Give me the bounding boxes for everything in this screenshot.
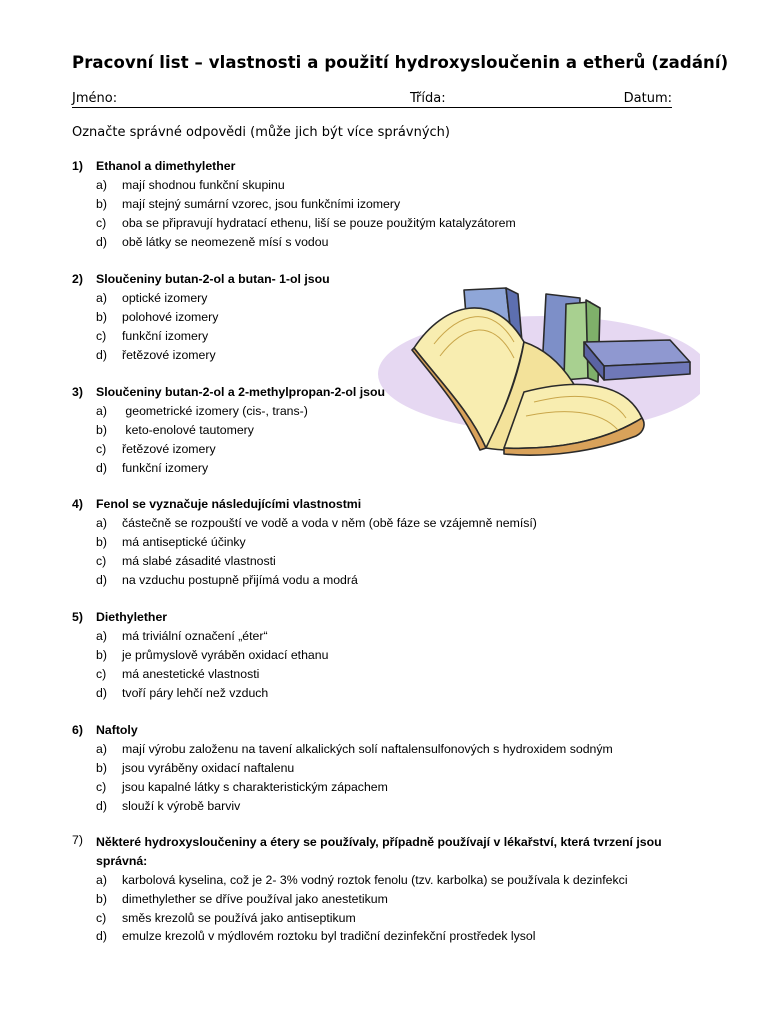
question-number: 5) [72, 610, 83, 625]
answer-letter: d) [96, 929, 107, 944]
answer-option[interactable] [72, 871, 712, 890]
answer-text: funkční izomery [122, 328, 209, 343]
answer-text: geometrické izomery (cis-, trans-) [122, 404, 308, 419]
answer-letter: a) [96, 404, 107, 419]
class-field-label: Třída: [410, 91, 446, 106]
answer-text: slouží k výrobě barviv [122, 798, 241, 813]
answer-text: karbolová kyselina, což je 2- 3% vodný roztok fenolu (tzv. karbolka) se používala k dezinfekci [122, 872, 628, 887]
question-text: Sloučeniny butan-2-ol a butan- 1-ol jsou [96, 272, 330, 287]
answer-option[interactable] [72, 176, 712, 195]
page-title: Pracovní list – vlastnosti a použití hydroxysloučenin a etherů (zadání) [72, 53, 729, 72]
answer-text: na vzduchu postupně přijímá vodu a modrá [122, 572, 358, 587]
answer-option[interactable] [72, 908, 712, 927]
answer-letter: d) [96, 234, 107, 249]
answer-letter: b) [96, 760, 107, 775]
answer-option[interactable] [72, 646, 712, 665]
answer-letter: b) [96, 196, 107, 211]
header-fields [72, 91, 672, 108]
answer-letter: c) [96, 666, 107, 681]
question-text: Naftoly [96, 723, 138, 738]
question-text: Fenol se vyznačuje následujícími vlastnostmi [96, 497, 362, 512]
answer-letter: a) [96, 629, 107, 644]
name-field-label: Jméno: [72, 91, 118, 106]
question-number: 2) [72, 272, 83, 287]
answer-letter: c) [96, 441, 107, 456]
answer-option[interactable] [72, 213, 712, 232]
answer-text: má triviální označení „éter“ [122, 629, 268, 644]
answer-letter: b) [96, 534, 107, 549]
answer-option[interactable] [72, 570, 712, 589]
answer-letter: a) [96, 742, 107, 757]
answer-option[interactable] [72, 514, 712, 533]
question-5 [72, 608, 712, 702]
answer-text: řetězové izomery [122, 441, 216, 456]
answer-option[interactable] [72, 927, 712, 946]
answer-letter: b) [96, 309, 107, 324]
answer-text: obě látky se neomezeně mísí s vodou [122, 234, 329, 249]
answer-text: je průmyslově vyráběn oxidací ethanu [122, 647, 329, 662]
answer-text: tvoří páry lehčí než vzduch [122, 685, 269, 700]
answer-text: mají výrobu založenu na tavení alkalických solí naftalensulfonových s hydroxidem sodným [122, 742, 613, 757]
books-clipart [374, 282, 700, 464]
answer-option[interactable] [72, 740, 712, 759]
answer-letter: a) [96, 872, 107, 887]
answer-text: jsou vyráběny oxidací naftalenu [122, 760, 295, 775]
question-number: 7) [72, 833, 83, 847]
answer-text: má anestetické vlastnosti [122, 666, 260, 681]
answer-letter: b) [96, 891, 107, 906]
question-4 [72, 495, 712, 589]
question-6 [72, 721, 712, 815]
answer-option[interactable] [72, 759, 712, 778]
answer-option[interactable] [72, 195, 712, 214]
question-number: 3) [72, 385, 83, 400]
answer-option[interactable] [72, 551, 712, 570]
answer-letter: d) [96, 798, 107, 813]
answer-text: jsou kapalné látky s charakteristickým zápachem [122, 779, 388, 794]
answer-text: funkční izomery [122, 460, 209, 475]
question-number: 4) [72, 497, 83, 512]
answer-text: polohové izomery [122, 309, 219, 324]
question-1 [72, 157, 712, 251]
answer-text: mají stejný sumární vzorec, jsou funkčními izomery [122, 196, 401, 211]
answer-letter: c) [96, 779, 107, 794]
answer-letter: a) [96, 291, 107, 306]
answer-letter: d) [96, 347, 107, 362]
answer-option[interactable] [72, 533, 712, 552]
answer-option[interactable] [72, 664, 712, 683]
answer-option[interactable] [72, 232, 712, 251]
answer-option[interactable] [72, 777, 712, 796]
question-text: Sloučeniny butan-2-ol a 2-methylpropan-2-ol jsou [96, 385, 386, 400]
answer-letter: d) [96, 572, 107, 587]
answer-option[interactable] [72, 796, 712, 815]
answer-option[interactable] [72, 889, 712, 908]
answer-text: mají shodnou funkční skupinu [122, 178, 285, 193]
question-text: Některé hydroxysloučeniny a étery se používaly, případně používají v lékařství, která tvrzení jsou správná: [96, 835, 662, 868]
question-text: Ethanol a dimethylether [96, 159, 236, 174]
question-7 [72, 833, 712, 946]
answer-text: má antiseptické účinky [122, 534, 246, 549]
instruction-text: Označte správné odpovědi (může jich být více správných) [72, 125, 450, 140]
answer-letter: c) [96, 553, 107, 568]
answer-letter: b) [96, 422, 107, 437]
answer-text: oba se připravují hydratací ethenu, liší se pouze použitým katalyzátorem [122, 215, 516, 230]
question-text: Diethylether [96, 610, 168, 625]
answer-text: směs krezolů se používá jako antiseptikum [122, 910, 356, 925]
answer-option[interactable] [72, 683, 712, 702]
answer-letter: c) [96, 910, 107, 925]
answer-letter: d) [96, 685, 107, 700]
answer-text: keto-enolové tautomery [122, 422, 254, 437]
answer-letter: a) [96, 178, 107, 193]
answer-text: optické izomery [122, 291, 208, 306]
answer-text: částečně se rozpouští ve vodě a voda v něm (obě fáze se vzájemně nemísí) [122, 516, 537, 531]
answer-text: řetězové izomery [122, 347, 216, 362]
answer-letter: c) [96, 328, 107, 343]
answer-text: dimethylether se dříve používal jako anestetikum [122, 891, 388, 906]
answer-letter: d) [96, 460, 107, 475]
answer-letter: c) [96, 215, 107, 230]
answer-letter: b) [96, 647, 107, 662]
answer-text: má slabé zásadité vlastnosti [122, 553, 276, 568]
date-field-label: Datum: [623, 91, 672, 106]
answer-letter: a) [96, 516, 107, 531]
answer-text: emulze krezolů v mýdlovém roztoku byl tradiční dezinfekční prostředek lysol [122, 929, 536, 944]
question-number: 6) [72, 723, 83, 738]
answer-option[interactable] [72, 627, 712, 646]
question-number: 1) [72, 159, 83, 174]
